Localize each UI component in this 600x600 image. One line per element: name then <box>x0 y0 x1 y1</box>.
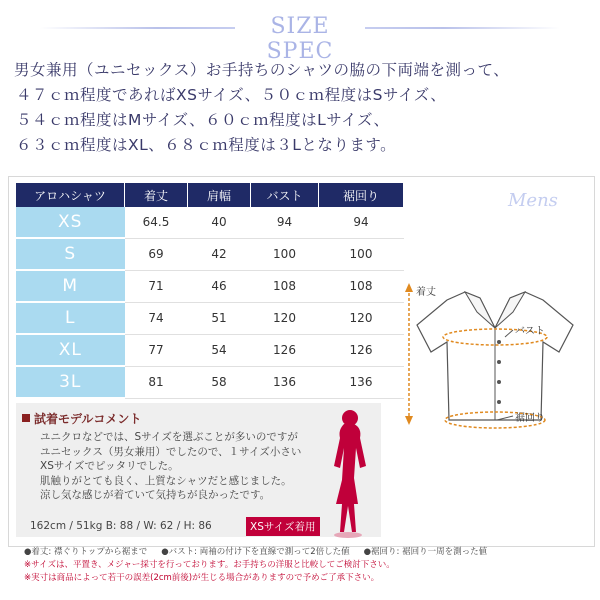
legend-note: ※サイズは、平置き、メジャー採寸を行っております。お手持ちの洋服と比較してご検討下さい。 <box>24 560 395 570</box>
hem-cell: 120 <box>319 302 404 334</box>
col-header-bust: バスト <box>251 183 319 207</box>
col-header-shoulder: 肩幅 <box>188 183 251 207</box>
hem-cell: 108 <box>319 270 404 302</box>
comment-heading <box>22 410 141 427</box>
page-title: SIZE SPEC <box>266 14 334 64</box>
shoulder-cell: 51 <box>188 302 251 334</box>
model-silhouette <box>318 408 378 540</box>
legend-note: ※実寸は商品によって若干の誤差(2cm前後)が生じる場合がありますので予めご了承下さい。 <box>24 573 380 583</box>
col-header-length: 着丈 <box>125 183 188 207</box>
diagram-hem-label: 裾回り <box>515 413 545 424</box>
size-table <box>16 183 404 399</box>
shoulder-cell: 42 <box>188 238 251 270</box>
comment-line: 肌触りがとても良く、上質なシャツだと感じました。 <box>40 474 292 487</box>
size-cell: S <box>16 238 125 270</box>
intro-line: ５４ｃｍ程度はMサイズ、６０ｃｍ程度はLサイズ、 <box>16 111 390 129</box>
mens-label: Mens <box>508 190 558 211</box>
comment-heading-text: 試着モデルコメント <box>34 412 142 426</box>
shoulder-cell: 54 <box>188 334 251 366</box>
button <box>497 380 501 384</box>
length-cell: 64.5 <box>125 207 188 238</box>
bust-cell: 94 <box>251 207 319 238</box>
legend-hem: ●裾回り: 裾回り一周を測った値 <box>363 547 488 557</box>
hem-cell: 94 <box>319 207 404 238</box>
shoulder-cell: 46 <box>188 270 251 302</box>
comment-line: ユニクロなどでは、Sサイズを選ぶことが多いのですが <box>40 431 298 443</box>
bust-cell: 120 <box>251 302 319 334</box>
bust-cell: 108 <box>251 270 319 302</box>
button <box>497 400 501 404</box>
header-rule-right <box>365 27 560 29</box>
legend-bust: ●バスト: 両袖の付け下を直線で測って2倍した値 <box>161 547 350 557</box>
intro-text <box>14 58 594 158</box>
table-row <box>16 238 404 270</box>
comment-line: ユニセックス（男女兼用）でしたので、１サイズ小さい <box>40 445 302 458</box>
shoulder-cell: 40 <box>188 207 251 238</box>
button <box>497 360 501 364</box>
hem-cell: 136 <box>319 366 404 398</box>
bust-cell: 100 <box>251 238 319 270</box>
model-measurements: 162cm / 51kg B: 88 / W: 62 / H: 86 <box>30 520 212 532</box>
size-cell: 3L <box>16 366 125 398</box>
size-cell: XS <box>16 207 125 238</box>
button <box>497 340 501 344</box>
table-row <box>16 334 404 366</box>
comment-line: XSサイズでピッタリでした。 <box>40 460 179 473</box>
intro-line: ６３ｃｍ程度はXL、６８ｃｍ程度は３Lとなります。 <box>16 136 397 154</box>
diagram-bust-label: バスト <box>515 326 545 337</box>
length-cell: 77 <box>125 334 188 366</box>
size-worn-badge: XSサイズ着用 <box>246 517 320 536</box>
table-row <box>16 207 404 238</box>
legend-row <box>24 546 487 559</box>
shoulder-cell: 58 <box>188 366 251 398</box>
intro-line: 男女兼用（ユニセックス）お手持ちのシャツの脇の下両端を測って、 <box>14 61 510 79</box>
table-row <box>16 302 404 334</box>
col-header-hem: 裾回り <box>319 183 404 207</box>
diagram-length-label: 着丈 <box>416 287 436 298</box>
size-cell: XL <box>16 334 125 366</box>
measurement-legend <box>24 546 487 585</box>
bust-cell: 136 <box>251 366 319 398</box>
length-cell: 74 <box>125 302 188 334</box>
length-cell: 69 <box>125 238 188 270</box>
length-cell: 71 <box>125 270 188 302</box>
length-arrow-bottom <box>405 416 413 425</box>
heading-square-icon <box>22 414 30 422</box>
length-arrow-top <box>405 283 413 292</box>
section-header <box>0 8 600 64</box>
length-cell: 81 <box>125 366 188 398</box>
table-row <box>16 270 404 302</box>
legend-length: ●着丈: 襟ぐりトップから裾まで <box>24 547 148 557</box>
col-header-product: アロハシャツ <box>16 183 125 207</box>
size-cell: M <box>16 270 125 302</box>
comment-text <box>40 430 301 503</box>
intro-line: ４７ｃｍ程度であればXSサイズ、５０ｃｍ程度はSサイズ、 <box>16 86 447 104</box>
size-cell: L <box>16 302 125 334</box>
hem-cell: 126 <box>319 334 404 366</box>
hem-cell: 100 <box>319 238 404 270</box>
header-rule-left <box>40 27 235 29</box>
table-header-row <box>16 183 404 207</box>
table-row <box>16 366 404 398</box>
comment-line: 涼し気な感じが着ていて気持ちが良かったです。 <box>40 489 271 502</box>
bust-cell: 126 <box>251 334 319 366</box>
